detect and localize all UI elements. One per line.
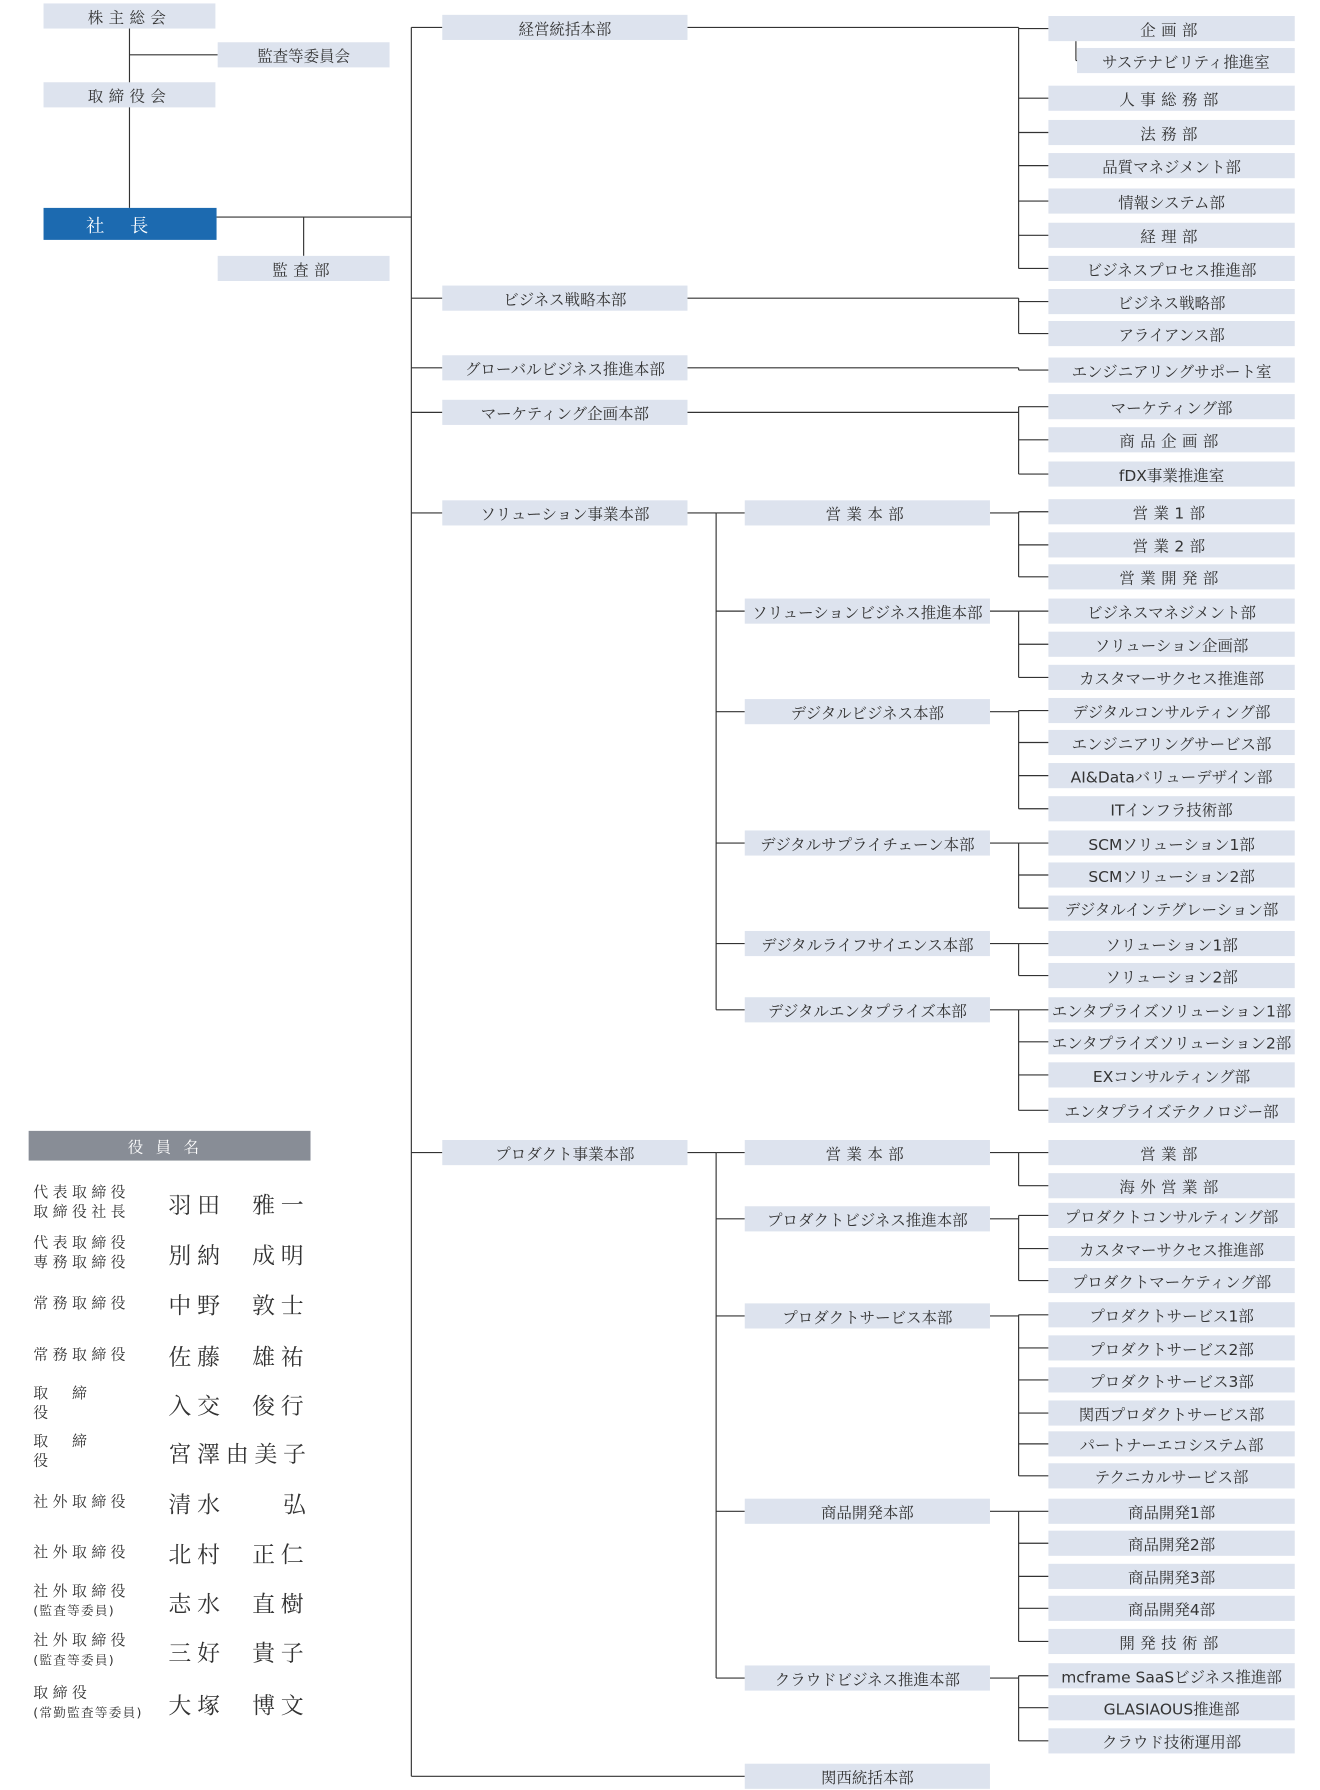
department-box: クラウド技術運用部 <box>1048 1728 1294 1753</box>
department-box: 商品開発1部 <box>1048 1499 1294 1524</box>
division-box: 経営統括本部 <box>442 15 687 40</box>
department-box: エンタプライズソリューション2部 <box>1048 1029 1294 1054</box>
division-box: 関西統括本部 <box>745 1764 990 1789</box>
executives-title: 役員名 <box>29 1131 311 1161</box>
executive-role <box>33 1332 148 1378</box>
executive-last-name: 清水 <box>168 1490 226 1518</box>
executive-last-name: 中野 <box>168 1291 226 1319</box>
subdivision-box: クラウドビジネス推進本部 <box>745 1665 990 1690</box>
department-box: アライアンス部 <box>1048 321 1294 346</box>
department-box: 経理部 <box>1048 223 1294 248</box>
department-box: ITインフラ技術部 <box>1048 796 1294 821</box>
executive-role-line: 社外取締役 <box>33 1632 131 1650</box>
executive-last-name: 入交 <box>168 1391 226 1420</box>
executive-last-name: 三好 <box>168 1638 226 1667</box>
executive-role-line: 常務取締役 <box>33 1294 131 1312</box>
department-box: AI&Dataバリューデザイン部 <box>1048 763 1294 788</box>
shareholders-box: 株主総会 <box>44 3 216 28</box>
department-box: エンジニアリングサポート室 <box>1048 358 1294 383</box>
executive-last-name: 佐藤 <box>168 1342 226 1371</box>
executive-role-line: 取締役 <box>33 1385 111 1423</box>
department-box: 情報システム部 <box>1048 188 1294 213</box>
executive-row <box>0 1332 344 1378</box>
sub-office-box: サステナビリティ推進室 <box>1077 48 1295 73</box>
executive-last-name: 別納 <box>168 1241 226 1269</box>
department-box: 商品開発3部 <box>1048 1564 1294 1589</box>
president-box: 社長 <box>44 208 217 240</box>
department-box: SCMソリューション1部 <box>1048 830 1294 855</box>
executive-role <box>33 1281 148 1327</box>
department-box: プロダクトマーケティング部 <box>1048 1268 1294 1293</box>
executive-row <box>0 1680 344 1726</box>
executive-row <box>0 1479 344 1525</box>
subdivision-box: デジタルエンタプライズ本部 <box>745 997 990 1022</box>
executive-last-name: 志水 <box>168 1589 226 1617</box>
executive-role-line: 代表取締役 <box>33 1184 131 1202</box>
department-box: マーケティング部 <box>1048 394 1294 419</box>
department-box: mcframe SaaSビジネス推進部 <box>1048 1663 1294 1688</box>
executive-first-name: 成明 <box>252 1241 310 1269</box>
executive-row <box>0 1180 344 1226</box>
subdivision-box: デジタルビジネス本部 <box>745 699 990 724</box>
executive-row <box>0 1230 344 1276</box>
subdivision-box: プロダクトサービス本部 <box>745 1303 990 1328</box>
subdivision-box: デジタルライフサイエンス本部 <box>745 931 990 956</box>
department-box: ビジネスマネジメント部 <box>1048 599 1294 624</box>
department-box: デジタルインテグレーション部 <box>1048 896 1294 921</box>
department-box: 関西プロダクトサービス部 <box>1048 1400 1294 1425</box>
department-box: プロダクトサービス2部 <box>1048 1335 1294 1360</box>
subdivision-box: プロダクトビジネス推進本部 <box>745 1206 990 1231</box>
executive-role-line: 常務取締役 <box>33 1346 131 1364</box>
executive-role-line: (常勤監査等委員) <box>33 1705 143 1721</box>
department-box: EXコンサルティング部 <box>1048 1062 1294 1087</box>
executive-role <box>33 1530 148 1576</box>
department-box: 商品企画部 <box>1048 427 1294 452</box>
audit-dept-box: 監査部 <box>218 256 390 281</box>
department-box: デジタルコンサルティング部 <box>1048 698 1294 723</box>
executive-first-name: 雅一 <box>252 1190 310 1219</box>
executive-role-line: (監査等委員) <box>33 1603 115 1619</box>
executive-role-line: 取締役社長 <box>33 1203 131 1222</box>
executive-role-line: 取締役 <box>33 1433 111 1471</box>
department-box: 営業部 <box>1048 1140 1294 1165</box>
executive-first-name: 弘 <box>283 1490 312 1518</box>
executive-row <box>0 1429 344 1475</box>
department-box: 営業2部 <box>1048 532 1294 557</box>
executive-role-line: 社外取締役 <box>33 1493 131 1511</box>
executive-last-name: 羽田 <box>168 1190 226 1219</box>
department-box: 商品開発2部 <box>1048 1531 1294 1556</box>
executive-role <box>33 1479 148 1525</box>
executive-role <box>33 1180 148 1226</box>
department-box: パートナーエコシステム部 <box>1048 1431 1294 1456</box>
executive-role <box>33 1628 148 1674</box>
department-box: SCMソリューション2部 <box>1048 862 1294 887</box>
executive-role <box>33 1579 148 1625</box>
department-box: 人事総務部 <box>1048 86 1294 111</box>
department-box: 企画部 <box>1048 16 1294 41</box>
subdivision-box: ソリューションビジネス推進本部 <box>745 599 990 624</box>
subdivision-box: 営業本部 <box>745 1140 990 1165</box>
executive-first-name: 直樹 <box>252 1589 310 1617</box>
department-box: ビジネス戦略部 <box>1048 289 1294 314</box>
department-box: ビジネスプロセス推進部 <box>1048 256 1294 281</box>
subdivision-box: デジタルサプライチェーン本部 <box>745 830 990 855</box>
executive-first-name: 貴子 <box>252 1638 310 1667</box>
department-box: ソリューション企画部 <box>1048 632 1294 657</box>
executive-last-name: 大塚 <box>168 1691 226 1719</box>
board-box: 取締役会 <box>44 82 216 107</box>
department-box: カスタマーサクセス推進部 <box>1048 665 1294 690</box>
department-box: 営業1部 <box>1048 499 1294 524</box>
department-box: プロダクトコンサルティング部 <box>1048 1203 1294 1228</box>
executive-first-name: 正仁 <box>252 1540 310 1568</box>
executive-row <box>0 1530 344 1576</box>
subdivision-box: 商品開発本部 <box>745 1499 990 1524</box>
executive-role-line: 代表取締役 <box>33 1234 131 1252</box>
department-box: GLASIAOUS推進部 <box>1048 1695 1294 1720</box>
department-box: fDX事業推進室 <box>1048 461 1294 486</box>
department-box: テクニカルサービス部 <box>1048 1463 1294 1488</box>
executive-row <box>0 1628 344 1674</box>
department-box: エンタプライズソリューション1部 <box>1048 997 1294 1022</box>
department-box: 開発技術部 <box>1048 1629 1294 1654</box>
division-box: マーケティング企画本部 <box>442 400 687 425</box>
executive-first-name: 雄祐 <box>252 1342 310 1371</box>
department-box: プロダクトサービス1部 <box>1048 1302 1294 1327</box>
subdivision-box: 営業本部 <box>745 500 990 525</box>
department-box: ソリューション2部 <box>1048 963 1294 988</box>
executive-role <box>33 1429 148 1475</box>
executive-role-line: 取締役 <box>33 1684 92 1703</box>
executive-row <box>0 1579 344 1625</box>
department-box: エンジニアリングサービス部 <box>1048 730 1294 755</box>
executive-role-line: 専務取締役 <box>33 1254 131 1272</box>
audit-committee-box: 監査等委員会 <box>218 42 390 67</box>
department-box: 海外営業部 <box>1048 1173 1294 1198</box>
executive-last-name: 北村 <box>168 1540 226 1568</box>
department-box: 品質マネジメント部 <box>1048 153 1294 178</box>
executive-last-name: 宮澤由美子 <box>168 1439 312 1468</box>
department-box: プロダクトサービス3部 <box>1048 1367 1294 1392</box>
division-box: ソリューション事業本部 <box>442 500 687 525</box>
division-box: プロダクト事業本部 <box>442 1140 687 1165</box>
executive-first-name: 博文 <box>252 1691 310 1719</box>
department-box: 商品開発4部 <box>1048 1596 1294 1621</box>
department-box: カスタマーサクセス推進部 <box>1048 1236 1294 1261</box>
department-box: 法務部 <box>1048 120 1294 145</box>
department-box: エンタプライズテクノロジー部 <box>1048 1098 1294 1123</box>
executive-row <box>0 1381 344 1427</box>
executive-role <box>33 1381 148 1427</box>
executive-role <box>33 1230 148 1276</box>
executive-role-line: 社外取締役 <box>33 1583 131 1601</box>
department-box: ソリューション1部 <box>1048 931 1294 956</box>
department-box: 営業開発部 <box>1048 564 1294 589</box>
division-box: グローバルビジネス推進本部 <box>442 355 687 380</box>
executive-first-name: 敦士 <box>252 1291 310 1319</box>
executive-row <box>0 1281 344 1327</box>
executive-role-line: 社外取締役 <box>33 1543 131 1561</box>
executive-first-name: 俊行 <box>252 1391 310 1420</box>
executive-role-line: (監査等委員) <box>33 1652 115 1668</box>
executive-role <box>33 1680 148 1726</box>
division-box: ビジネス戦略本部 <box>442 286 687 311</box>
